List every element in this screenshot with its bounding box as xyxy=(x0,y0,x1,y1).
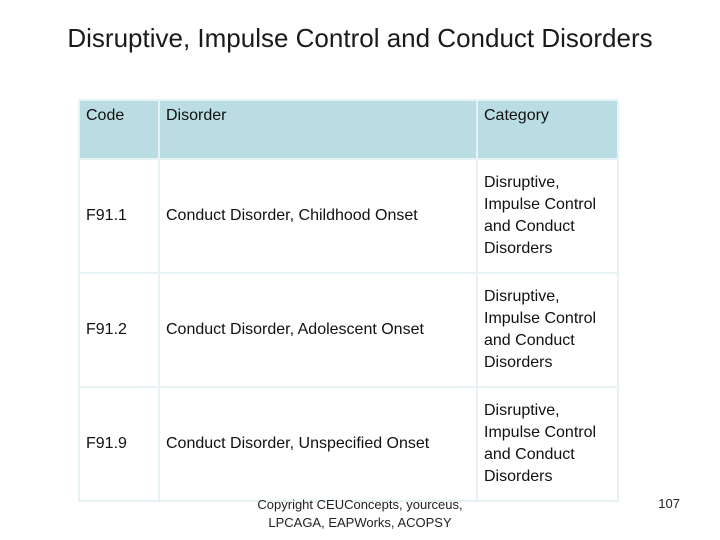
cell-disorder: Conduct Disorder, Childhood Onset xyxy=(160,160,476,272)
cell-code: F91.1 xyxy=(80,160,158,272)
cell-code: F91.2 xyxy=(80,274,158,386)
header-category: Category xyxy=(478,101,617,158)
table-row xyxy=(80,274,617,386)
copyright-footer: Copyright CEUConcepts, yourceus, LPCAGA, EAPWorks, ACOPSY xyxy=(257,497,463,530)
slide-title: Disruptive, Impulse Control and Conduct Disorders xyxy=(67,23,653,53)
table-row xyxy=(80,160,617,272)
cell-disorder: Conduct Disorder, Unspecified Onset xyxy=(160,388,476,500)
page-number: 107 xyxy=(658,496,680,511)
cell-category: Disruptive, Impulse Control and Conduct Disorders xyxy=(478,274,617,386)
header-disorder: Disorder xyxy=(160,101,476,158)
cell-code: F91.9 xyxy=(80,388,158,500)
cell-disorder: Conduct Disorder, Adolescent Onset xyxy=(160,274,476,386)
header-code: Code xyxy=(80,101,158,158)
disorder-table xyxy=(78,99,619,502)
table-row xyxy=(80,388,617,500)
cell-category: Disruptive, Impulse Control and Conduct Disorders xyxy=(478,160,617,272)
cell-category: Disruptive, Impulse Control and Conduct Disorders xyxy=(478,388,617,500)
table-header-row xyxy=(80,101,617,158)
